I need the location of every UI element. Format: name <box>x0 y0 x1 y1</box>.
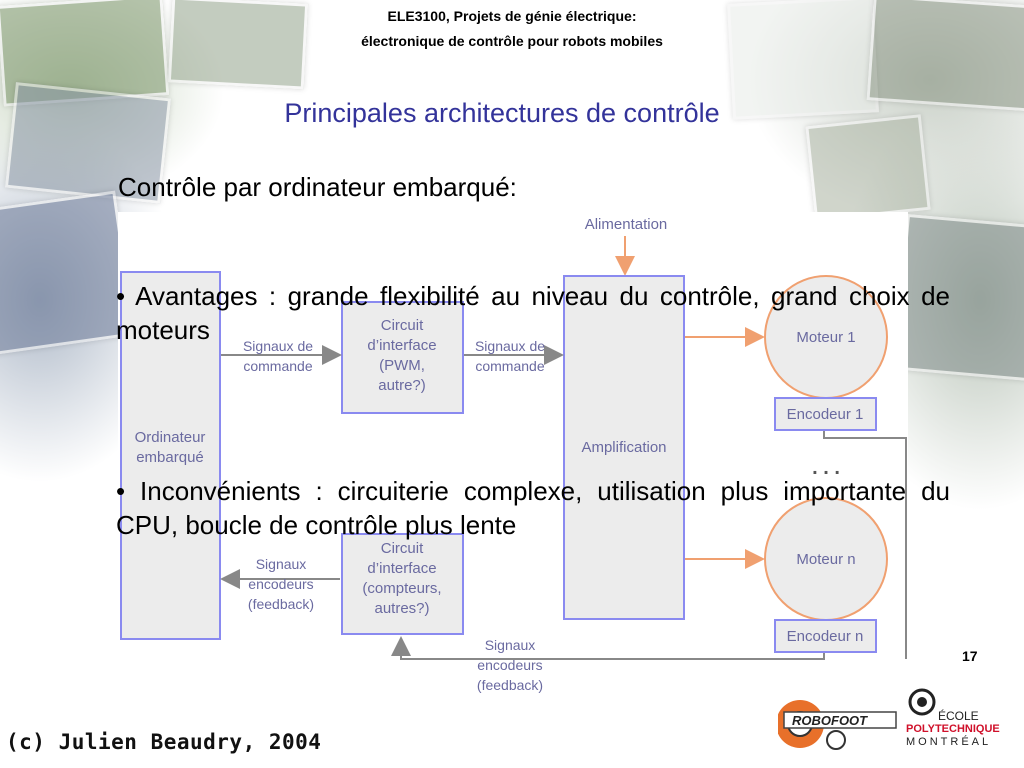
circuit-top-line1: Circuit <box>380 317 424 334</box>
signaux-encodeurs-bottom-line3: (feedback) <box>476 677 544 693</box>
background-photo <box>805 114 930 222</box>
circuit-bottom-line3: (compteurs, <box>362 580 442 597</box>
ordinateur-label-line2: embarqué <box>136 449 204 466</box>
robofoot-logo <box>778 696 900 752</box>
circuit-bottom-line1: Circuit <box>380 540 424 557</box>
copyright-credit: (c) Julien Beaudry, 2004 <box>6 730 322 754</box>
page-number: 17 <box>962 648 978 664</box>
signaux-commande-left-line2: commande <box>243 358 313 374</box>
robofoot-logo-text: ROBOFOOT <box>792 713 868 728</box>
bullet-inconvenients: • Inconvénients : circuiterie complexe, utilisation plus importante du CPU, boucle de contrôle plus lente <box>116 476 950 540</box>
signaux-encodeurs-left-line3: (feedback) <box>247 596 315 612</box>
slide-subtitle: Contrôle par ordinateur embarqué: <box>118 172 517 202</box>
course-title-line1: ELE3100, Projets de génie électrique: <box>387 8 637 24</box>
moteur-1-label: Moteur 1 <box>796 329 856 346</box>
montreal-label: MONTRÉAL <box>906 736 992 748</box>
encodeur-1-label: Encodeur 1 <box>786 406 864 423</box>
polytechnique-emblem-core <box>917 697 927 707</box>
circuit-top-line4: autre?) <box>378 377 426 394</box>
amplification-label: Amplification <box>581 439 667 456</box>
signaux-commande-left-line1: Signaux de <box>242 338 314 354</box>
course-title-line2: électronique de contrôle pour robots mobiles <box>361 33 663 49</box>
signaux-commande-right-line1: Signaux de <box>474 338 546 354</box>
circuit-top-line2: d’interface <box>367 337 437 354</box>
circuit-bottom-line4: autres?) <box>374 600 430 617</box>
circuit-top-line3: (PWM, <box>379 357 425 374</box>
ecole-label: ÉCOLE <box>938 709 979 723</box>
signaux-encodeurs-left-line1: Signaux <box>255 556 307 572</box>
alimentation-label: Alimentation <box>584 216 668 233</box>
soccer-ball-small-icon <box>827 731 845 749</box>
polytechnique-logo <box>904 686 1022 752</box>
moteur-n-label: Moteur n <box>796 551 856 568</box>
encodeur-n-label: Encodeur n <box>786 628 864 645</box>
signaux-encodeurs-bottom-line1: Signaux <box>484 637 536 653</box>
slide-title: Principales architectures de contrôle <box>284 98 720 128</box>
signaux-commande-right-line2: commande <box>475 358 545 374</box>
bullet-avantages: • Avantages : grande flexibilité au niveau du contrôle, grand choix de moteurs <box>116 281 950 345</box>
polytechnique-label: POLYTECHNIQUE <box>906 723 1000 735</box>
circuit-bottom-line2: d’interface <box>367 560 437 577</box>
ordinateur-label-line1: Ordinateur <box>134 429 206 446</box>
signaux-encodeurs-left-line2: encodeurs <box>248 576 314 592</box>
signaux-encodeurs-bottom-line2: encodeurs <box>477 657 543 673</box>
more-motors-ellipsis: . . . <box>812 457 840 479</box>
